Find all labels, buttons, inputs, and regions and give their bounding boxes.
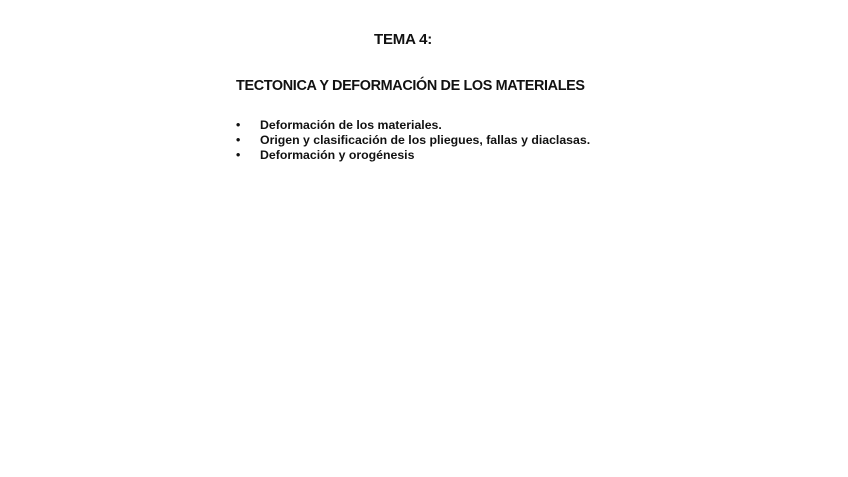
- list-item-text: Origen y clasificación de los pliegues, fallas y diaclasas.: [260, 133, 591, 147]
- bullet-icon: •: [236, 133, 241, 147]
- list-item: [236, 118, 590, 133]
- bullet-icon: •: [236, 118, 241, 132]
- bullet-icon: •: [236, 148, 241, 162]
- list-item: [236, 133, 590, 148]
- tema-heading: TEMA 4:: [374, 31, 433, 48]
- list-item: [236, 148, 590, 163]
- topic-list: [236, 118, 590, 163]
- page-title: TECTONICA Y DEFORMACIÓN DE LOS MATERIALES: [236, 78, 585, 94]
- list-item-text: Deformación y orogénesis: [260, 148, 415, 162]
- list-item-text: Deformación de los materiales.: [260, 118, 442, 132]
